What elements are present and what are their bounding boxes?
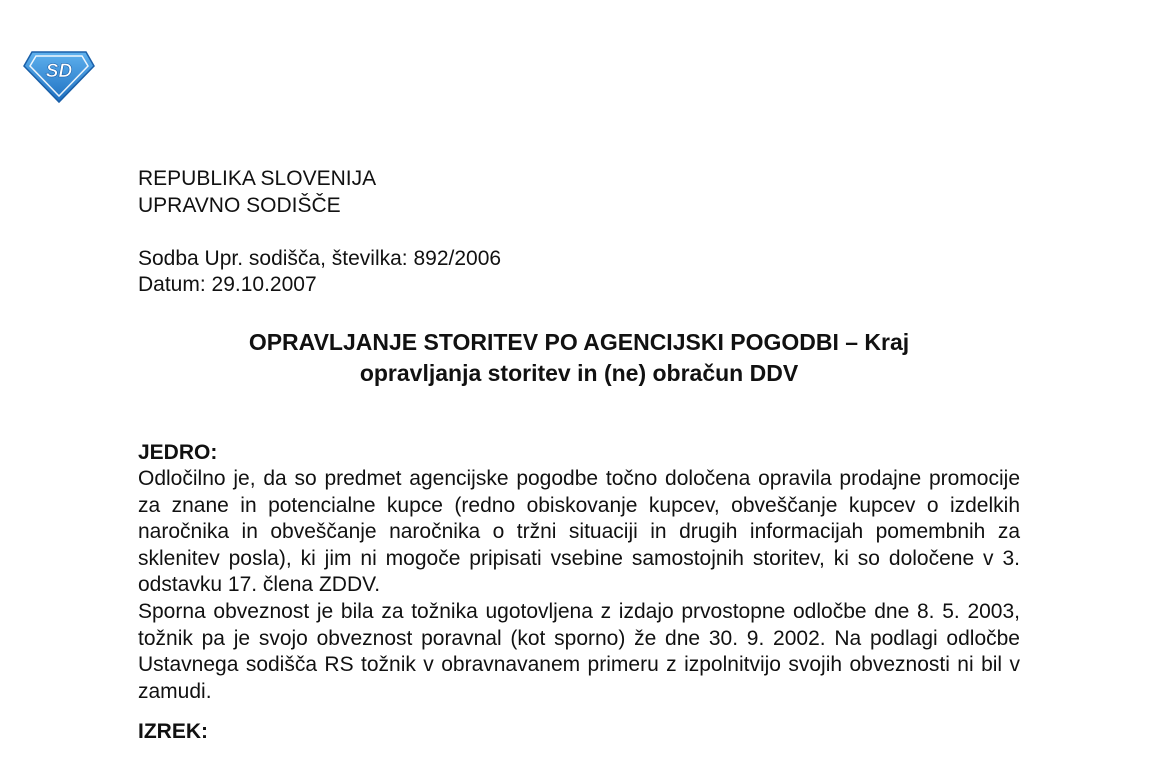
- court-name: UPRAVNO SODIŠČE: [138, 194, 341, 217]
- summary-paragraph-1: Odločilno je, da so predmet agencijske pogodbe točno določena opravila prodajne promocije za znane in potencialne kupce (redno obiskovanje kupcev, obveščanje kupcev o izdelkih naročnika in obveščanje naročnika o tržni situaciji in drugih informacijah pomembnih za sklenitev posla), ki jim ni mogoče pripisati vsebine samostojnih storitev, ki so določene v 3. odstavku 17. člena ZDDV.: [138, 467, 1020, 597]
- summary-section: [138, 439, 1020, 766]
- section-heading: JEDRO:: [138, 441, 218, 464]
- title-line-2: opravljanja storitev in (ne) obračun DDV: [359, 360, 799, 386]
- court-logo: [22, 48, 96, 104]
- document-title: [138, 327, 1020, 389]
- logo-text: SD: [45, 61, 73, 82]
- case-number: Sodba Upr. sodišča, številka: 892/2006: [138, 247, 502, 270]
- court-header: [138, 165, 376, 219]
- case-date: Datum: 29.10.2007: [138, 273, 317, 296]
- summary-paragraph-2: Sporna obveznost je bila za tožnika ugotovljena z izdajo prvostopne odločbe dne 8. 5. 2003, tožnik pa je svojo obveznost poravnal (kot sporno) že dne 30. 9. 2002. Na podlagi odločbe Ustavnega sodišča RS tožnik v obravnavanem primeru z izpolnitvijo svojih obveznosti ni bil v zamudi.: [138, 599, 1020, 703]
- case-reference: [138, 246, 501, 298]
- country-name: REPUBLIKA SLOVENIJA: [138, 167, 377, 190]
- next-section-heading: IZREK:: [138, 720, 208, 744]
- diamond-shield-icon: [22, 48, 96, 104]
- title-line-1: OPRAVLJANJE STORITEV PO AGENCIJSKI POGODBI – Kraj: [248, 329, 910, 355]
